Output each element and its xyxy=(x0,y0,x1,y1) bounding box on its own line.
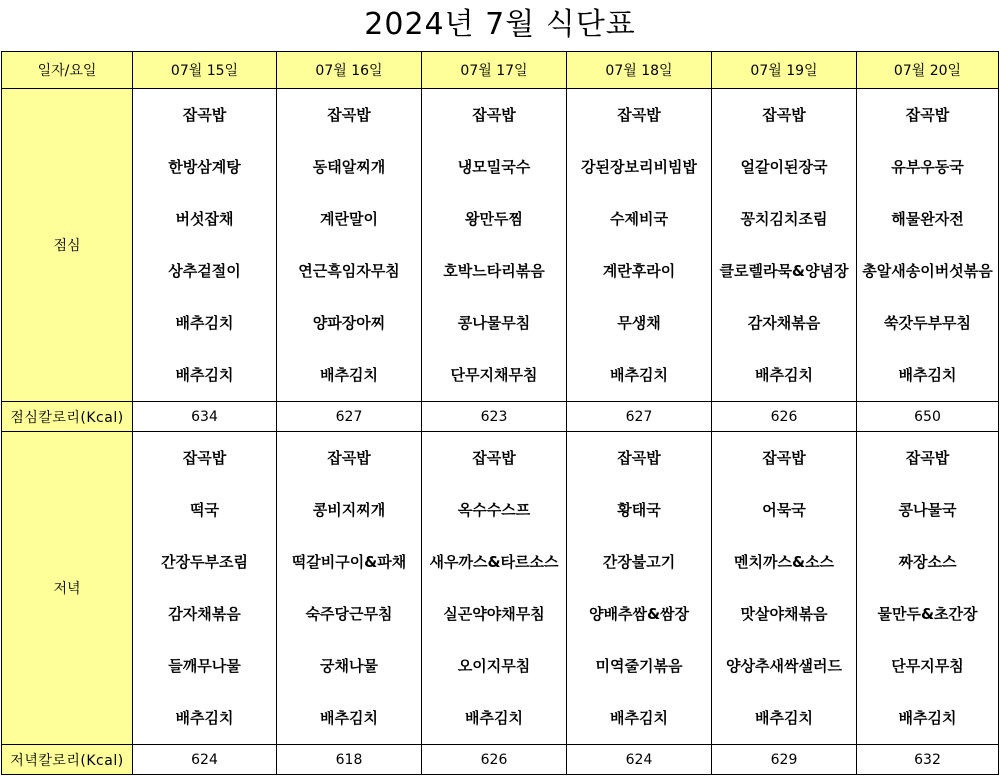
dish-item: 버섯잡채 xyxy=(175,210,234,228)
lunch-calorie-value: 626 xyxy=(712,402,857,432)
dinner-row xyxy=(2,432,999,745)
dish-item: 한방삼계탕 xyxy=(168,158,241,176)
dish-item: 감자채볶음 xyxy=(747,314,821,332)
header-label: 일자/요일 xyxy=(2,52,133,89)
lunch-day-cell xyxy=(857,89,999,402)
dish-item: 배추김치 xyxy=(175,709,234,727)
dish-item: 꽁치김치조림 xyxy=(740,210,828,228)
dish-item: 배추김치 xyxy=(898,366,957,384)
dish-item: 양상추새싹샐러드 xyxy=(726,657,842,675)
dish-item: 강된장보리비빔밥 xyxy=(581,158,697,176)
date-header: 07월 19일 xyxy=(712,52,857,89)
dish-item: 잡곡밥 xyxy=(327,106,371,124)
dish-item: 양파장아찌 xyxy=(312,314,386,332)
dish-item: 왕만두찜 xyxy=(465,210,523,228)
dinner-calorie-row xyxy=(2,745,999,775)
dish-item: 잡곡밥 xyxy=(762,449,806,467)
dish-item: 잡곡밥 xyxy=(617,449,661,467)
dish-item: 간장불고기 xyxy=(602,553,676,571)
dish-item: 얼갈이된장국 xyxy=(740,158,828,176)
dish-item: 해물완자전 xyxy=(891,210,964,228)
meal-menu-table xyxy=(1,51,999,775)
dish-item: 잡곡밥 xyxy=(905,106,950,124)
dish-item: 잡곡밥 xyxy=(182,106,227,124)
dish-item: 짜장소스 xyxy=(898,553,957,571)
dish-item: 쑥갓두부무침 xyxy=(884,314,971,332)
dish-item: 수제비국 xyxy=(610,210,668,228)
dish-item: 배추김치 xyxy=(175,366,234,384)
dish-item: 콩나물국 xyxy=(898,501,957,519)
page-title: 2024년 7월 식단표 xyxy=(364,7,636,42)
header-row xyxy=(2,52,999,89)
dish-item: 잡곡밥 xyxy=(327,449,371,467)
lunch-day-cell xyxy=(422,89,567,402)
dish-item: 물만두&초간장 xyxy=(877,605,978,623)
dinner-calorie-value: 624 xyxy=(567,745,712,775)
dish-item: 들깨무나물 xyxy=(168,657,241,675)
dish-item: 간장두부조림 xyxy=(161,553,248,571)
dish-item: 연근흑임자무침 xyxy=(298,262,400,280)
lunch-day-cell xyxy=(133,89,277,402)
dish-item: 황태국 xyxy=(617,501,661,519)
dish-item: 감자채볶음 xyxy=(168,605,241,623)
dish-item: 숙주당근무침 xyxy=(305,605,393,623)
dish-item: 단무지채무침 xyxy=(450,366,538,384)
lunch-day-cell xyxy=(567,89,712,402)
lunch-day-cell xyxy=(277,89,422,402)
dish-item: 배추김치 xyxy=(898,709,957,727)
lunch-calorie-value: 650 xyxy=(857,402,999,432)
dinner-day-cell xyxy=(857,432,999,745)
lunch-calorie-value: 627 xyxy=(567,402,712,432)
lunch-calorie-row xyxy=(2,402,999,432)
dish-item: 옥수수스프 xyxy=(457,501,531,519)
dish-item: 오이지무침 xyxy=(457,657,531,675)
lunch-row xyxy=(2,89,999,402)
dish-item: 떡갈비구이&파채 xyxy=(291,553,407,571)
dinner-day-cell xyxy=(567,432,712,745)
dish-item: 계란후라이 xyxy=(602,262,676,280)
dish-item: 양배추쌈&쌈장 xyxy=(588,605,690,623)
lunch-calorie-value: 623 xyxy=(422,402,567,432)
dish-item: 잡곡밥 xyxy=(617,106,661,124)
dish-item: 무생채 xyxy=(617,314,661,332)
dish-item: 배추김치 xyxy=(610,366,668,384)
dish-item: 배추김치 xyxy=(755,709,813,727)
dish-item: 잡곡밥 xyxy=(762,106,806,124)
dish-item: 멘치까스&소스 xyxy=(733,553,835,571)
dish-item: 잡곡밥 xyxy=(472,106,516,124)
dish-item: 배추김치 xyxy=(465,709,523,727)
dinner-day-cell xyxy=(422,432,567,745)
dish-item: 총알새송이버섯볶음 xyxy=(862,262,993,280)
dish-item: 배추김치 xyxy=(320,366,378,384)
dish-item: 냉모밀국수 xyxy=(457,158,531,176)
dish-item: 단무지무침 xyxy=(891,657,964,675)
dish-item: 호박느타리볶음 xyxy=(443,262,545,280)
dish-item: 잡곡밥 xyxy=(182,449,227,467)
dinner-day-cell xyxy=(712,432,857,745)
dish-item: 실곤약야채무침 xyxy=(443,605,545,623)
dish-item: 궁채나물 xyxy=(320,657,378,675)
dinner-calorie-value: 626 xyxy=(422,745,567,775)
dish-item: 잡곡밥 xyxy=(472,449,516,467)
dish-item: 미역줄기볶음 xyxy=(595,657,683,675)
date-header: 07월 15일 xyxy=(133,52,277,89)
dish-item: 클로렐라묵&양념장 xyxy=(719,262,849,280)
dish-item: 잡곡밥 xyxy=(905,449,950,467)
lunch-label: 점심 xyxy=(2,89,133,402)
dish-item: 맛살야채볶음 xyxy=(740,605,828,623)
dish-item: 콩나물무침 xyxy=(457,314,531,332)
dish-item: 계란말이 xyxy=(320,210,378,228)
date-header: 07월 17일 xyxy=(422,52,567,89)
dish-item: 떡국 xyxy=(190,501,219,519)
dish-item: 콩비지찌개 xyxy=(312,501,386,519)
dinner-label: 저녁 xyxy=(2,432,133,745)
dinner-calorie-value: 629 xyxy=(712,745,857,775)
dinner-calorie-label: 저녁칼로리(Kcal) xyxy=(2,745,133,775)
lunch-calorie-value: 634 xyxy=(133,402,277,432)
dinner-day-cell xyxy=(133,432,277,745)
dinner-calorie-value: 624 xyxy=(133,745,277,775)
dish-item: 배추김치 xyxy=(320,709,378,727)
dish-item: 어묵국 xyxy=(762,501,806,519)
dinner-day-cell xyxy=(277,432,422,745)
dish-item: 새우까스&타르소스 xyxy=(429,553,559,571)
dish-item: 배추김치 xyxy=(755,366,813,384)
date-header: 07월 18일 xyxy=(567,52,712,89)
dinner-calorie-value: 618 xyxy=(277,745,422,775)
dish-item: 유부우동국 xyxy=(891,158,964,176)
dish-item: 배추김치 xyxy=(175,314,234,332)
dinner-calorie-value: 632 xyxy=(857,745,999,775)
date-header: 07월 16일 xyxy=(277,52,422,89)
lunch-calorie-label: 점심칼로리(Kcal) xyxy=(2,402,133,432)
lunch-calorie-value: 627 xyxy=(277,402,422,432)
lunch-day-cell xyxy=(712,89,857,402)
dish-item: 배추김치 xyxy=(610,709,668,727)
dish-item: 동태알찌개 xyxy=(312,158,386,176)
date-header: 07월 20일 xyxy=(857,52,999,89)
dish-item: 상추겉절이 xyxy=(168,262,241,280)
